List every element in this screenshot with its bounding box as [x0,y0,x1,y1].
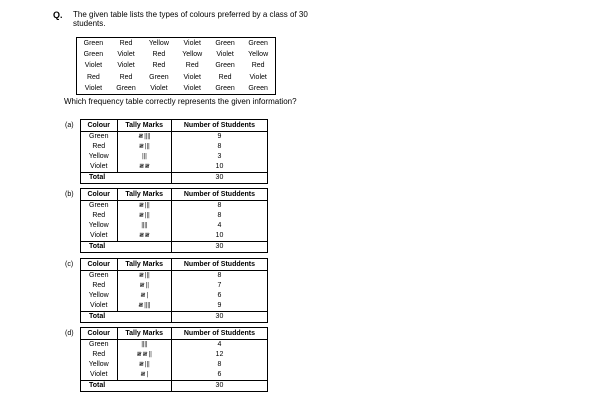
data-cell: Green [248,40,268,48]
count-cell: 6 [171,291,267,301]
data-cell: Violet [183,84,201,92]
header-colour: Colour [81,259,118,271]
tally-cell: |||| [117,340,171,351]
colour-cell: Yellow [81,221,118,231]
tally-cell: 𝍸 𝍸 || [117,350,171,360]
total-row [81,312,268,323]
data-cell: Violet [117,51,135,59]
colour-cell: Yellow [81,291,118,301]
total-value: 30 [171,381,267,392]
count-cell: 9 [171,132,267,143]
tally-cell: 𝍸 ||| [117,142,171,152]
colour-cell: Green [81,132,118,143]
data-row [77,83,276,95]
header-tally: Tally Marks [117,259,171,271]
table-row [81,271,268,282]
header-tally: Tally Marks [117,120,171,132]
option-c-label[interactable]: (c) [65,261,74,268]
data-cell: Red [251,62,265,70]
table-row [81,211,268,221]
data-cell: Red [185,62,199,70]
colour-cell: Red [81,350,118,360]
header-tally: Tally Marks [117,189,171,201]
table-row [81,370,268,381]
colour-cell: Violet [81,162,118,173]
count-cell: 3 [171,152,267,162]
colour-cell: Red [81,211,118,221]
data-cell: Green [116,84,136,92]
data-row [77,49,276,60]
tally-cell: ||| [117,152,171,162]
header-colour: Colour [81,328,118,340]
data-cell: Violet [84,84,103,92]
total-row [81,173,268,184]
data-cell: Green [215,62,235,70]
total-label: Total [81,242,172,253]
total-value: 30 [171,173,267,184]
total-row [81,242,268,253]
option-a-table [80,119,268,184]
question-label: Q. [53,10,63,20]
total-label: Total [81,381,172,392]
header-tally: Tally Marks [117,328,171,340]
colour-cell: Green [81,340,118,351]
data-cell: Green [215,84,235,92]
tally-cell: 𝍸 | [117,370,171,381]
data-cell: Violet [183,40,201,48]
tally-cell: 𝍸 |||| [117,132,171,143]
data-cell: Yellow [182,51,203,59]
data-cell: Violet [249,73,267,81]
data-cell: Red [152,51,166,59]
data-cell: Violet [216,51,234,59]
count-cell: 10 [171,162,267,173]
option-b-label[interactable]: (b) [65,191,74,198]
table-row [81,340,268,351]
count-cell: 8 [171,360,267,370]
tally-cell: 𝍸 |||| [117,301,171,312]
data-row [77,60,276,71]
count-cell: 7 [171,281,267,291]
tally-cell: |||| [117,221,171,231]
total-value: 30 [171,242,267,253]
data-cell: Green [83,40,104,48]
table-row [81,360,268,370]
tally-cell: 𝍸 ||| [117,211,171,221]
count-cell: 4 [171,221,267,231]
tally-cell: 𝍸 | [117,291,171,301]
count-cell: 4 [171,340,267,351]
table-row [81,291,268,301]
colour-cell: Violet [81,370,118,381]
colour-cell: Violet [81,231,118,242]
option-b-table [80,188,268,253]
colour-cell: Green [81,201,118,212]
table-row [81,132,268,143]
colour-cell: Red [81,142,118,152]
data-cell: Violet [183,73,201,81]
count-cell: 6 [171,370,267,381]
header-count: Number of Studdents [171,259,267,271]
count-cell: 10 [171,231,267,242]
option-c-table [80,258,268,323]
total-value: 30 [171,312,267,323]
tally-cell: 𝍸 || [117,281,171,291]
count-cell: 8 [171,211,267,221]
table-row [81,231,268,242]
option-d-label[interactable]: (d) [65,330,74,337]
data-row [77,38,276,50]
header-count: Number of Studdents [171,120,267,132]
header-count: Number of Studdents [171,189,267,201]
colour-cell: Yellow [81,152,118,162]
data-cell: Green [248,84,268,92]
tally-cell: 𝍸 ||| [117,271,171,282]
table-row [81,142,268,152]
data-cell: Green [215,40,235,48]
colour-cell: Red [81,281,118,291]
data-cell: Violet [117,62,135,70]
question-text: The given table lists the types of colours preferred by a class of 30 students. [73,10,308,28]
prompt-text: Which frequency table correctly represents the given information? [64,97,297,106]
data-cell: Red [218,73,232,81]
table-row [81,152,268,162]
colour-data-table [76,37,276,95]
option-a-label[interactable]: (a) [65,122,74,129]
data-row [77,72,276,83]
data-cell: Red [119,40,133,48]
table-row [81,281,268,291]
data-cell: Green [149,73,169,81]
data-cell: Red [119,73,133,81]
total-label: Total [81,173,172,184]
data-cell: Violet [84,62,103,70]
table-row [81,201,268,212]
colour-cell: Violet [81,301,118,312]
table-row [81,221,268,231]
colour-cell: Yellow [81,360,118,370]
tally-cell: 𝍸 𝍸 [117,162,171,173]
data-cell: Red [152,62,166,70]
count-cell: 12 [171,350,267,360]
data-cell: Yellow [248,51,269,59]
header-colour: Colour [81,120,118,132]
header-colour: Colour [81,189,118,201]
header-count: Number of Studdents [171,328,267,340]
table-row [81,162,268,173]
table-row [81,301,268,312]
total-label: Total [81,312,172,323]
count-cell: 9 [171,301,267,312]
tally-cell: 𝍸 𝍸 [117,231,171,242]
data-cell: Yellow [148,40,169,48]
colour-cell: Green [81,271,118,282]
count-cell: 8 [171,271,267,282]
count-cell: 8 [171,201,267,212]
tally-cell: 𝍸 ||| [117,360,171,370]
data-cell: Green [83,51,104,59]
tally-cell: 𝍸 ||| [117,201,171,212]
data-cell: Violet [150,84,168,92]
total-row [81,381,268,392]
data-cell: Red [86,73,100,81]
count-cell: 8 [171,142,267,152]
option-d-table [80,327,268,392]
table-row [81,350,268,360]
